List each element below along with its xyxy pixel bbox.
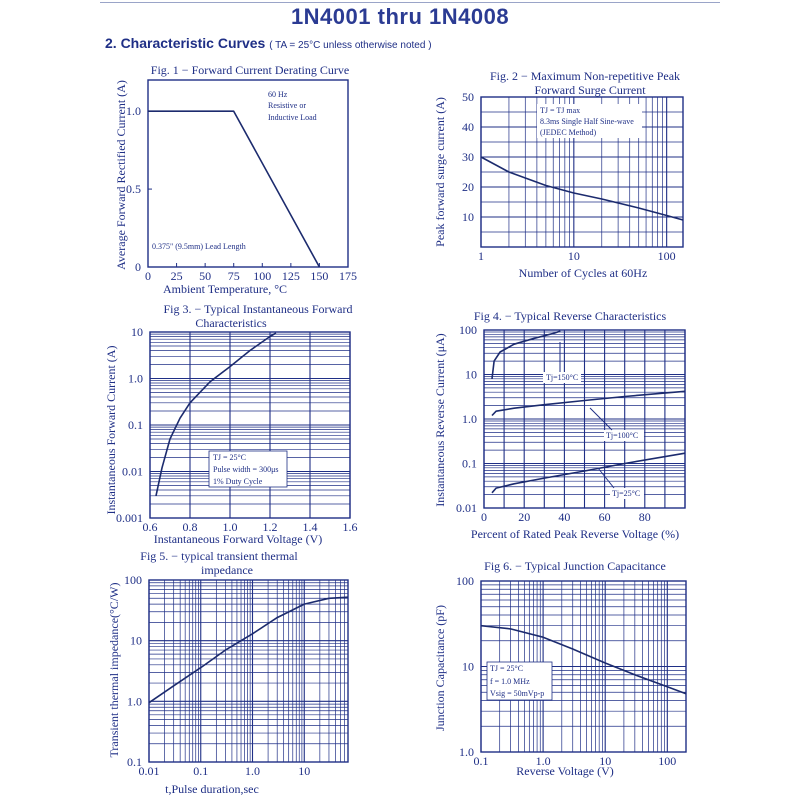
- annotation: Inductive Load: [268, 113, 317, 122]
- x-tick-label: 75: [227, 269, 240, 283]
- annotation: Resistive or: [268, 101, 306, 110]
- x-tick-label: 150: [310, 269, 329, 283]
- y-tick-label: 1.0: [127, 694, 142, 709]
- annotation: TJ = 25°C: [490, 664, 524, 673]
- section-condition: ( TA = 25°C unless otherwise noted ): [269, 40, 432, 51]
- annotation: Tj=100°C: [606, 431, 639, 440]
- y-tick-label: 1.0: [126, 104, 141, 119]
- chart-title: Fig 6. − Typical Junction Capacitance: [484, 559, 666, 573]
- x-tick-label: 10: [567, 249, 580, 263]
- y-tick-label: 10: [465, 367, 477, 382]
- y-tick-label: 1.0: [462, 412, 477, 426]
- x-tick-label: 1.2: [262, 520, 278, 534]
- annotation: (JEDEC Method): [540, 128, 597, 137]
- y-tick-label: 50: [462, 90, 474, 104]
- y-axis-label: Instantaneous Reverse Current (μA): [433, 333, 447, 507]
- x-tick-label: 175: [339, 269, 357, 283]
- x-tick-label: 1: [478, 249, 484, 263]
- section-title-text: 2. Characteristic Curves: [105, 35, 266, 51]
- chart-title: Fig. 1 − Forward Current Derating Curve: [150, 63, 350, 77]
- y-tick-label: 0.1: [128, 418, 143, 432]
- x-axis-label: Percent of Rated Peak Reverse Voltage (%): [470, 527, 680, 541]
- x-tick-label: 0: [481, 510, 487, 524]
- y-tick-label: 0.001: [116, 511, 143, 525]
- y-tick-label: 0.1: [127, 755, 142, 769]
- x-axis-label: t,Pulse duration,sec: [165, 782, 259, 796]
- y-tick-label: 0.5: [126, 182, 141, 197]
- y-tick-label: 30: [462, 150, 474, 164]
- x-axis-label: Instantaneous Forward Voltage (V): [153, 532, 323, 546]
- x-tick-label: 10: [599, 754, 612, 768]
- x-tick-label: 0.6: [142, 520, 158, 534]
- chart-subtitle: Characteristics: [195, 316, 267, 330]
- chart-1: [148, 80, 348, 267]
- x-axis-label: Number of Cycles at 60Hz: [518, 266, 648, 280]
- y-axis-label: Average Forward Rectified Current (A): [114, 80, 128, 270]
- x-axis-label: Ambient Temperature, °C: [162, 282, 288, 296]
- annotation: 60 Hz: [268, 90, 288, 99]
- x-tick-label: 100: [253, 269, 272, 283]
- y-tick-label: 40: [462, 120, 474, 134]
- annotation: Tj=25°C: [612, 489, 641, 498]
- chart-5: [149, 580, 348, 762]
- annotation: 8.3ms Single Half Sine-wave: [540, 117, 634, 126]
- x-tick-label: 100: [657, 249, 676, 263]
- x-axis-label: Reverse Voltage (V): [516, 764, 614, 778]
- series-line-1: [481, 157, 683, 220]
- y-axis-label: Transient thermal impedance(°C/W): [107, 582, 121, 758]
- y-tick-label: 0.01: [122, 464, 143, 479]
- annotation: f = 1.0 MHz: [490, 677, 530, 686]
- chart-subtitle: Forward Surge Current: [534, 83, 646, 97]
- y-tick-label: 0.1: [462, 456, 477, 471]
- annotation: Tj=150°C: [546, 373, 579, 382]
- y-tick-label: 1.0: [459, 745, 474, 759]
- y-tick-label: 10: [462, 210, 474, 224]
- x-tick-label: 1.6: [342, 520, 358, 534]
- y-tick-label: 1.0: [128, 371, 143, 386]
- plot-frame: [148, 80, 348, 267]
- y-tick-label: 10: [131, 325, 143, 339]
- annotation: Pulse width = 300μs: [213, 465, 279, 474]
- y-tick-label: 100: [124, 573, 142, 587]
- leader-arrow: [598, 468, 614, 488]
- x-tick-label: 10: [298, 764, 311, 778]
- plot-frame: [149, 580, 348, 762]
- annotation: Vsig = 50mVp-p: [490, 689, 545, 698]
- y-axis-label: Peak forward surge current (A): [433, 97, 447, 247]
- x-tick-label: 1.0: [222, 520, 238, 534]
- chart-3: [150, 332, 350, 518]
- chart-title: Fig 3. − Typical Instantaneous Forward: [163, 302, 353, 316]
- series-line-2: [492, 391, 685, 415]
- chart-title: Fig 4. − Typical Reverse Characteristics: [473, 309, 667, 323]
- y-axis-label: Junction Capacitance (pF): [433, 605, 447, 731]
- series-line-1: [492, 331, 560, 379]
- x-tick-label: 1.0: [245, 764, 261, 778]
- y-tick-label: 0: [135, 260, 141, 274]
- y-axis-label: Instantaneous Forward Current (A): [104, 345, 118, 515]
- y-tick-label: 100: [459, 323, 477, 337]
- y-tick-label: 20: [462, 180, 474, 194]
- annotation: TJ = TJ max: [540, 106, 581, 115]
- x-tick-label: 60: [598, 510, 611, 524]
- chart-subtitle: impedance: [201, 563, 253, 577]
- x-tick-label: 50: [199, 269, 212, 283]
- x-tick-label: 0.1: [193, 764, 209, 778]
- x-tick-label: 125: [281, 269, 300, 283]
- x-tick-label: 0.1: [473, 754, 489, 768]
- chart-title: Fig 5. − typical transient thermal: [140, 549, 298, 563]
- y-tick-label: 10: [462, 659, 474, 674]
- y-tick-label: 10: [130, 633, 142, 648]
- x-tick-label: 80: [638, 510, 651, 524]
- x-tick-label: 0: [145, 269, 151, 283]
- annotation: 0.375" (9.5mm) Lead Length: [152, 242, 246, 251]
- x-tick-label: 40: [558, 510, 571, 524]
- x-tick-label: 20: [518, 510, 531, 524]
- x-tick-label: 1.0: [535, 754, 551, 768]
- y-tick-label: 0.01: [456, 501, 477, 515]
- part-title: 1N4001 thru 1N4008: [290, 4, 510, 29]
- y-tick-label: 100: [456, 574, 474, 588]
- x-tick-label: 100: [658, 754, 677, 768]
- x-tick-label: 0.8: [182, 520, 198, 534]
- x-tick-label: 0.01: [138, 764, 160, 778]
- x-tick-label: 1.4: [302, 520, 318, 534]
- x-tick-label: 25: [170, 269, 183, 283]
- chart-title: Fig. 2 − Maximum Non-repetitive Peak: [489, 69, 681, 83]
- chart-4: [484, 330, 685, 508]
- annotation: TJ = 25°C: [213, 453, 247, 462]
- annotation: 1% Duty Cycle: [213, 477, 263, 486]
